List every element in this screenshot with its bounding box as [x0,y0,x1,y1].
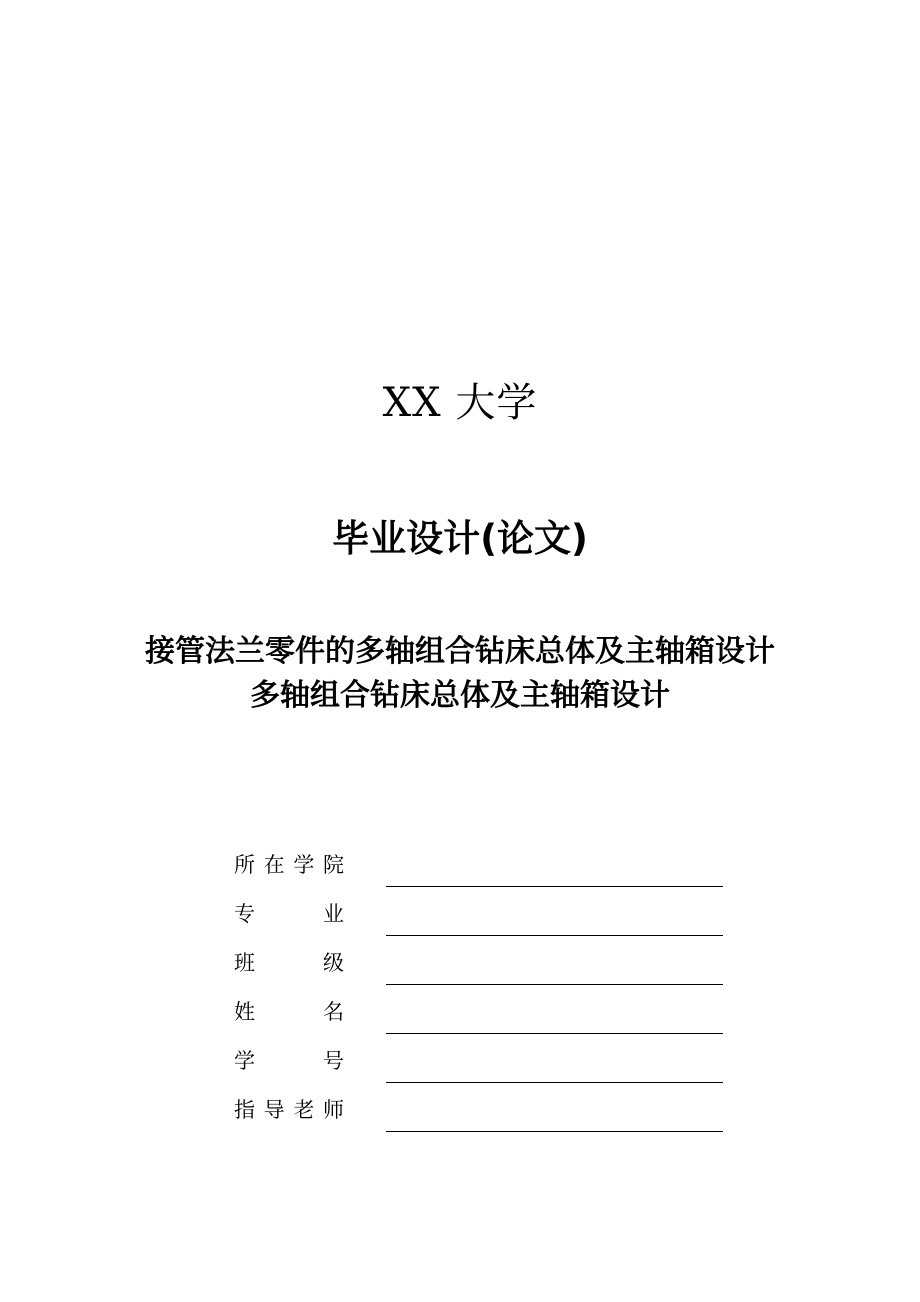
info-row-advisor [234,1095,734,1144]
thesis-title-line-2: 多轴组合钻床总体及主轴箱设计 [250,678,670,713]
name-fill-line[interactable] [386,1033,723,1034]
info-label-student-id [234,1046,344,1076]
label-char: 班 [234,951,255,975]
label-char: 级 [323,951,344,975]
label-char: 师 [322,1098,344,1122]
thesis-title-block [120,630,800,718]
label-char: 院 [322,853,344,877]
label-char: 专 [234,902,255,926]
label-char: 号 [323,1049,344,1073]
info-row-major [234,899,734,948]
student-info-table [234,850,734,1144]
label-char: 业 [323,902,344,926]
label-char: 学 [234,1049,255,1073]
info-label-advisor [234,1095,344,1125]
label-char: 姓 [234,1000,255,1024]
info-label-major [234,899,344,929]
major-fill-line[interactable] [386,935,723,936]
label-char: 所 [234,853,255,877]
label-char: 老 [293,1098,315,1122]
info-row-college [234,850,734,899]
info-row-class [234,948,734,997]
label-char: 名 [323,1000,344,1024]
advisor-fill-line[interactable] [386,1131,723,1132]
info-row-name [234,997,734,1046]
info-label-name [234,997,344,1027]
student-id-fill-line[interactable] [386,1082,723,1083]
label-char: 学 [293,853,315,877]
info-label-class [234,948,344,978]
label-char: 在 [263,853,285,877]
thesis-type-heading: 毕业设计(论文) [332,517,588,560]
info-row-student-id [234,1046,734,1095]
info-label-college [234,850,344,880]
university-name: XX 大学 [382,380,538,426]
class-fill-line[interactable] [386,984,723,985]
label-char: 导 [263,1098,285,1122]
label-char: 指 [234,1098,255,1122]
college-fill-line[interactable] [386,886,723,887]
thesis-title-line-1: 接管法兰零件的多轴组合钻床总体及主轴箱设计 [145,634,775,669]
